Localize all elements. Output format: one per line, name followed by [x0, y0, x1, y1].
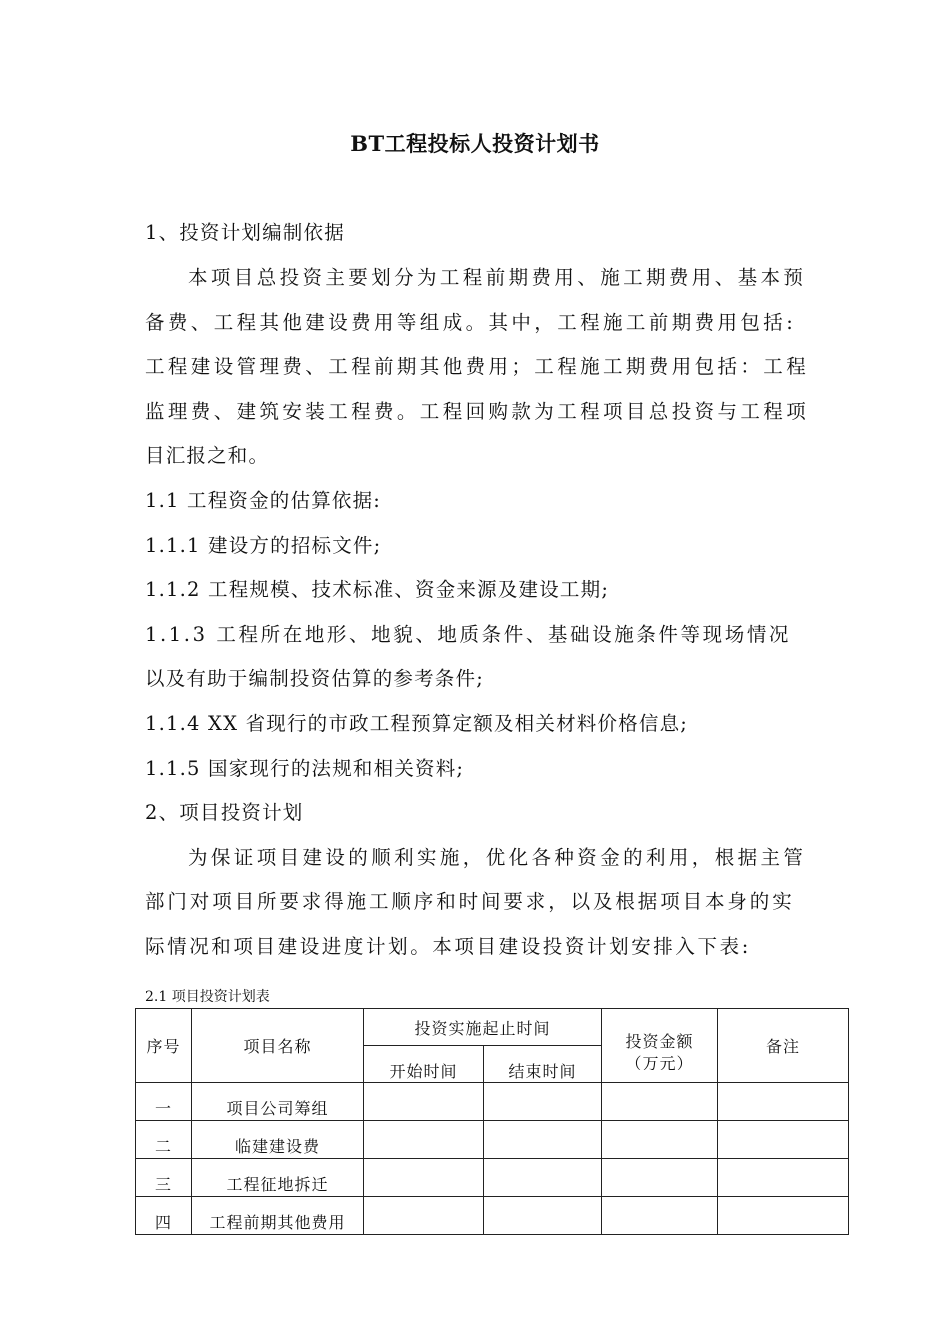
- table-row: [136, 1083, 849, 1121]
- header-end: 结束时间: [484, 1046, 602, 1083]
- row-start: [364, 1159, 484, 1197]
- paragraph-line: 监理费、建筑安装工程费。工程回购款为工程项目总投资与工程项: [145, 400, 810, 423]
- header-no: 序号: [136, 1009, 192, 1083]
- row-no: 四: [136, 1197, 192, 1235]
- list-item: 1.1.1 建设方的招标文件;: [145, 534, 382, 557]
- row-end: [484, 1083, 602, 1121]
- list-item: 1.1.4 XX 省现行的市政工程预算定额及相关材料价格信息;: [145, 712, 689, 735]
- section-heading-2: 2、项目投资计划: [145, 801, 304, 824]
- row-no: 二: [136, 1121, 192, 1159]
- document-title: BT工程投标人投资计划书: [350, 131, 600, 156]
- paragraph-line: 为保证项目建设的顺利实施，优化各种资金的利用，根据主管: [188, 846, 807, 869]
- row-end: [484, 1159, 602, 1197]
- paragraph-line: 备费、工程其他建设费用等组成。其中，工程施工前期费用包括:: [145, 311, 797, 334]
- row-name: 工程前期其他费用: [192, 1197, 364, 1235]
- table-caption: 2.1 项目投资计划表: [145, 989, 270, 1005]
- paragraph-line: 工程建设管理费、工程前期其他费用；工程施工期费用包括：工程: [145, 355, 810, 378]
- row-start: [364, 1197, 484, 1235]
- list-item-continued: 以及有助于编制投资估算的参考条件;: [145, 667, 484, 690]
- row-note: [718, 1121, 849, 1159]
- row-name: 工程征地拆迁: [192, 1159, 364, 1197]
- row-name: 项目公司筹组: [192, 1083, 364, 1121]
- row-note: [718, 1159, 849, 1197]
- table-row: [136, 1197, 849, 1235]
- row-start: [364, 1121, 484, 1159]
- header-note: 备注: [718, 1009, 849, 1083]
- section-heading-1: 1、投资计划编制依据: [145, 221, 345, 244]
- header-name: 项目名称: [192, 1009, 364, 1083]
- header-period: 投资实施起止时间: [364, 1009, 602, 1046]
- paragraph-line: 本项目总投资主要划分为工程前期费用、施工期费用、基本预: [188, 266, 807, 289]
- header-start: 开始时间: [364, 1046, 484, 1083]
- row-note: [718, 1083, 849, 1121]
- row-end: [484, 1197, 602, 1235]
- list-item: 1.1.3 工程所在地形、地貌、地质条件、基础设施条件等现场情况: [145, 623, 792, 646]
- row-name: 临建建设费: [192, 1121, 364, 1159]
- paragraph-line: 部门对项目所要求得施工顺序和时间要求，以及根据项目本身的实: [145, 890, 795, 913]
- row-amount: [602, 1197, 718, 1235]
- row-no: 一: [136, 1083, 192, 1121]
- investment-plan-table: [135, 1008, 849, 1235]
- row-amount: [602, 1159, 718, 1197]
- row-amount: [602, 1083, 718, 1121]
- row-end: [484, 1121, 602, 1159]
- table-row: [136, 1159, 849, 1197]
- list-item: 1.1.5 国家现行的法规和相关资料;: [145, 757, 465, 780]
- paragraph-line: 目汇报之和。: [145, 444, 270, 467]
- row-amount: [602, 1121, 718, 1159]
- row-no: 三: [136, 1159, 192, 1197]
- row-start: [364, 1083, 484, 1121]
- table-row: [136, 1121, 849, 1159]
- row-note: [718, 1197, 849, 1235]
- header-amount: 投资金额 （万元）: [602, 1009, 718, 1083]
- subsection-heading: 1.1 工程资金的估算依据:: [145, 489, 382, 512]
- list-item: 1.1.2 工程规模、技术标准、资金来源及建设工期;: [145, 578, 610, 601]
- paragraph-line: 际情况和项目建设进度计划。本项目建设投资计划安排入下表:: [145, 935, 751, 958]
